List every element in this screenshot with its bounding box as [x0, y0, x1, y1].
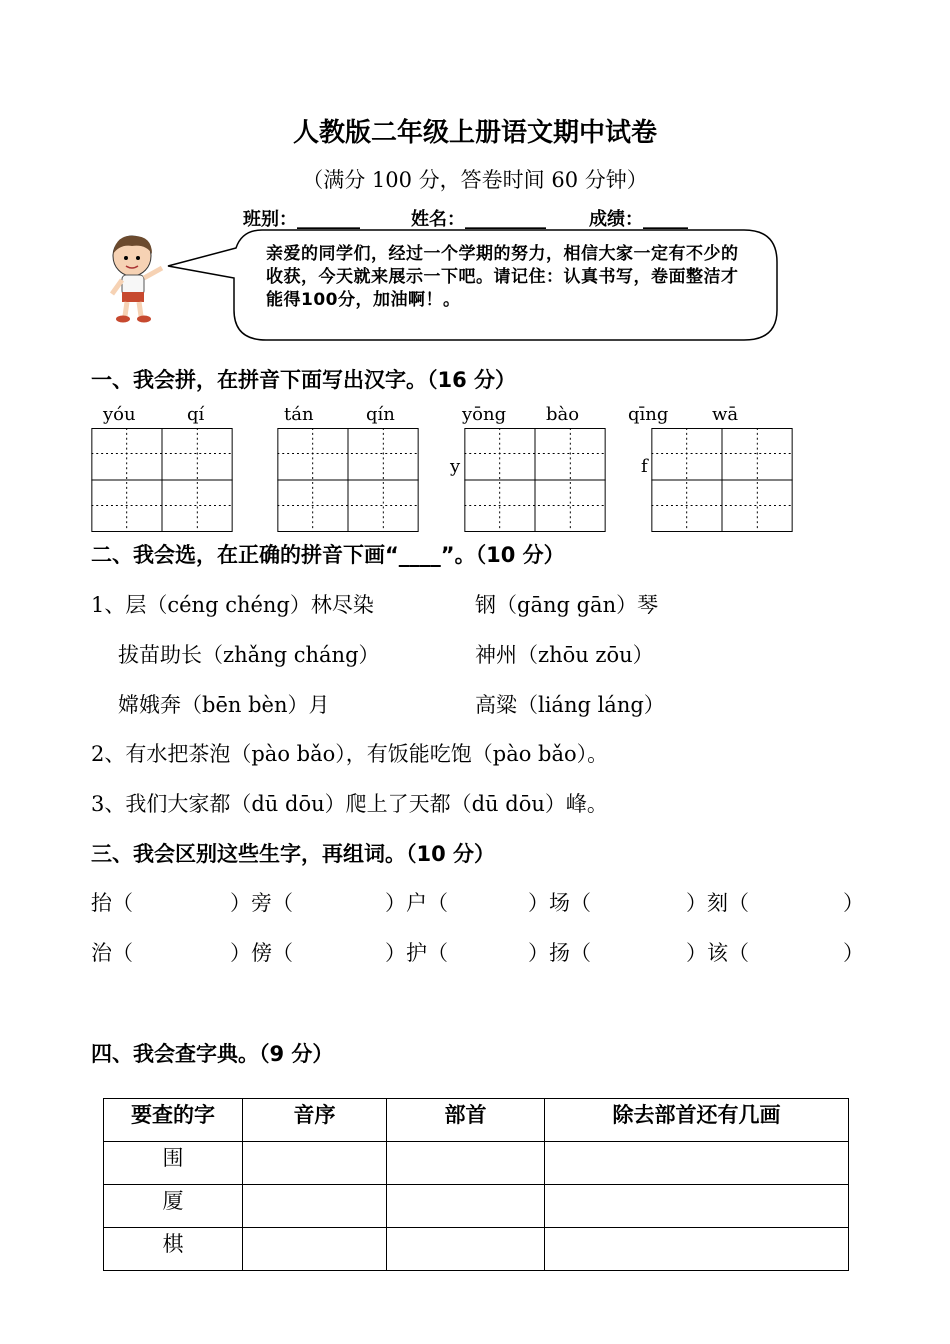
- choice-item: 神州（zhōu zōu）: [475, 643, 654, 667]
- word-item: ）场（: [528, 891, 591, 915]
- pinyin-label: wā: [712, 404, 739, 425]
- writing-grid[interactable]: [91, 428, 233, 532]
- answer-cell[interactable]: [387, 1228, 545, 1271]
- writing-grid[interactable]: [277, 428, 419, 532]
- pinyin-label: yōng: [462, 404, 507, 425]
- lookup-char: 棋: [104, 1228, 243, 1271]
- name-field: 姓名：_________: [411, 209, 546, 230]
- dictionary-table: [103, 1098, 849, 1271]
- word-item: ）扬（: [528, 941, 591, 965]
- answer-cell[interactable]: [545, 1185, 849, 1228]
- writing-grid[interactable]: [651, 428, 793, 532]
- question-2: 2、有水把茶泡（pào bǎo），有饭能吃饱（pào bǎo）。: [91, 742, 609, 766]
- page-subtitle: （满分 100 分，答卷时间 60 分钟）: [302, 168, 648, 192]
- pinyin-label: tán: [284, 404, 314, 425]
- word-item: ）: [843, 891, 864, 915]
- answer-cell[interactable]: [243, 1228, 387, 1271]
- column-header: 音序: [243, 1099, 387, 1142]
- word-item: ）该（: [686, 941, 749, 965]
- answer-cell[interactable]: [243, 1142, 387, 1185]
- writing-grid[interactable]: [464, 428, 606, 532]
- bubble-message: 亲爱的同学们，经过一个学期的努力，相信大家一定有不少的收获，今天就来展示一下吧。请记住：认真书写，卷面整洁才能得100分，加油啊！。: [266, 244, 739, 310]
- pinyin-label: bào: [546, 404, 580, 425]
- column-header: 除去部首还有几画: [545, 1099, 849, 1142]
- word-item: ）刻（: [686, 891, 749, 915]
- choice-item: 嫦娥奔（bēn bèn）月: [118, 693, 330, 717]
- question-3: 3、我们大家都（dū dōu）爬上了天都（dū dōu）峰。: [91, 792, 608, 816]
- stray-letter: f: [641, 456, 648, 477]
- pinyin-label: yóu: [103, 404, 136, 425]
- choice-item: 高粱（liáng láng）: [475, 693, 665, 717]
- word-item: ）户（: [385, 891, 448, 915]
- column-header: 要查的字: [104, 1099, 243, 1142]
- choice-item: 1、层（céng chéng）林尽染: [91, 593, 374, 617]
- score-field: 成绩：_____: [589, 209, 688, 230]
- pinyin-label: qí: [187, 404, 205, 425]
- stray-letter: y: [450, 456, 461, 477]
- answer-cell[interactable]: [243, 1185, 387, 1228]
- word-item: ）: [843, 941, 864, 965]
- choice-item: 拔苗助长（zhǎng cháng）: [118, 643, 380, 667]
- pinyin-label: qīng: [628, 404, 669, 425]
- word-item: ）护（: [385, 941, 448, 965]
- answer-cell[interactable]: [387, 1185, 545, 1228]
- answer-cell[interactable]: [545, 1228, 849, 1271]
- choice-item: 钢（gāng gān）琴: [475, 593, 659, 617]
- pinyin-label: qín: [366, 404, 395, 425]
- answer-cell[interactable]: [387, 1142, 545, 1185]
- column-header: 部首: [387, 1099, 545, 1142]
- class-field: 班别：_______: [243, 209, 360, 230]
- lookup-char: 厦: [104, 1185, 243, 1228]
- word-item: ）旁（: [230, 891, 293, 915]
- table-row: [104, 1142, 849, 1185]
- word-item: 抬（: [91, 891, 133, 915]
- section1-heading: 一、我会拼，在拼音下面写出汉字。（16 分）: [91, 368, 517, 392]
- table-row: [104, 1228, 849, 1271]
- section2-heading: 二、我会选，在正确的拼音下画“____”。（10 分）: [91, 543, 565, 567]
- answer-cell[interactable]: [545, 1142, 849, 1185]
- page-title: 人教版二年级上册语文期中试卷: [292, 118, 657, 148]
- table-header-row: [104, 1099, 849, 1142]
- word-item: ）傍（: [230, 941, 293, 965]
- section4-heading: 四、我会查字典。（9 分）: [91, 1042, 334, 1066]
- word-item: 治（: [91, 941, 133, 965]
- table-row: [104, 1185, 849, 1228]
- section3-heading: 三、我会区别这些生字，再组词。（10 分）: [91, 842, 496, 866]
- lookup-char: 围: [104, 1142, 243, 1185]
